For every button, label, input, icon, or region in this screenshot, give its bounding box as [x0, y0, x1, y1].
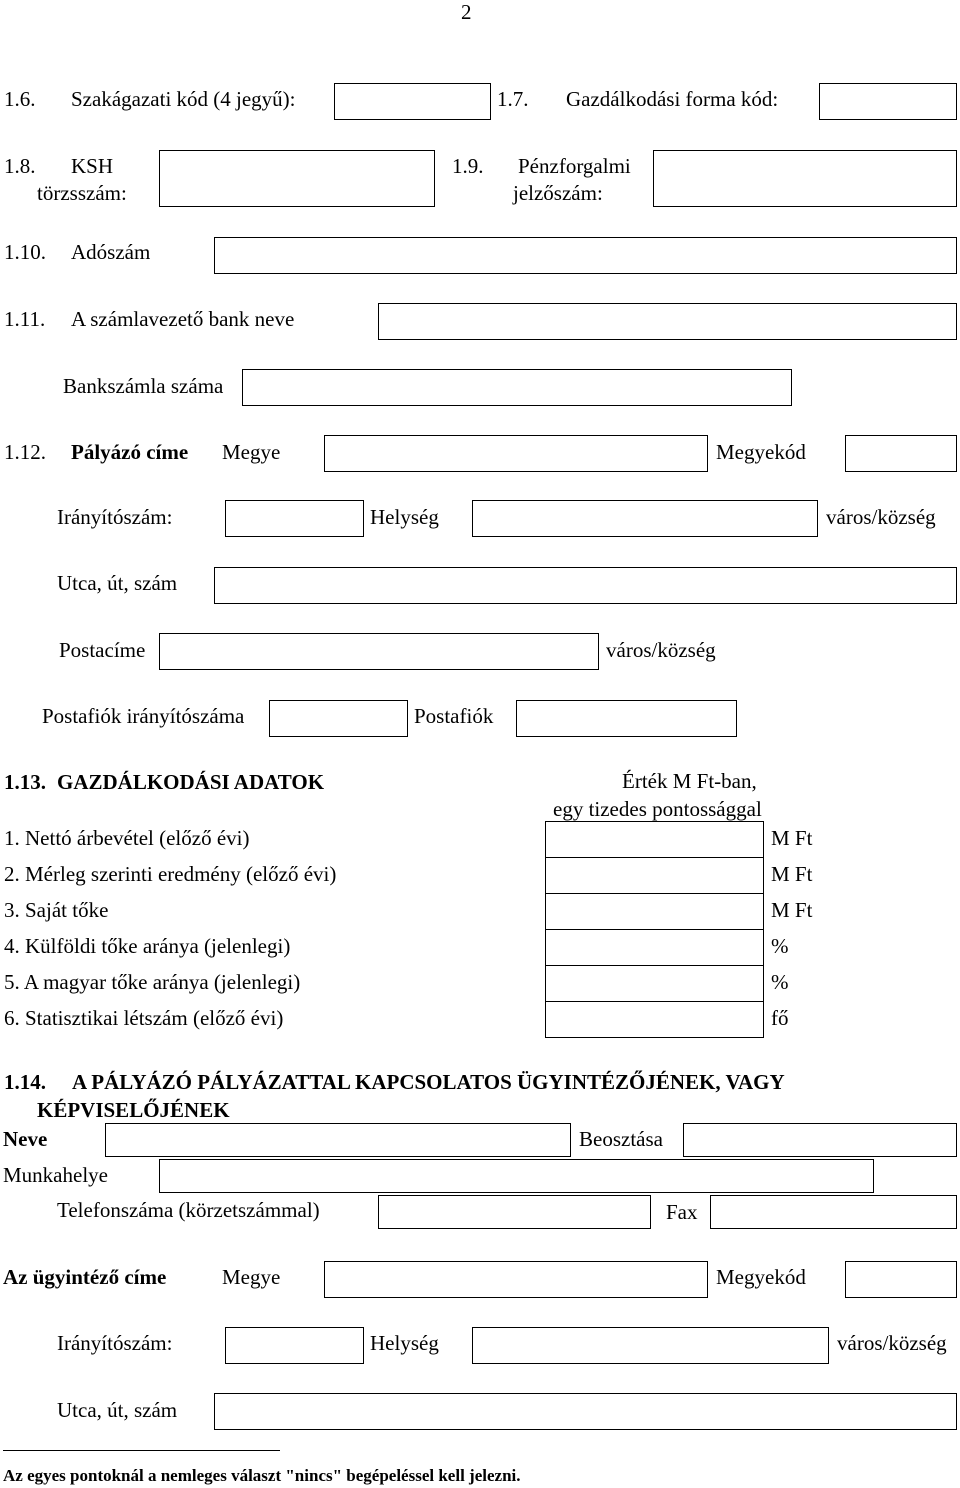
ksh-label-line2: törzsszám: — [37, 181, 127, 205]
business-row-unit: M Ft — [771, 826, 813, 850]
postal-address-label: Postacíme — [59, 638, 146, 662]
business-row-unit: M Ft — [771, 898, 813, 922]
street-field[interactable] — [214, 567, 957, 604]
business-row-label: 4. Külföldi tőke aránya (jelenlegi) — [4, 934, 291, 958]
hungarian-capital-ratio-field[interactable] — [545, 965, 764, 1002]
po-box-label: Postafiók — [414, 704, 494, 728]
contact-fax-label: Fax — [666, 1200, 698, 1224]
street-label: Utca, út, szám — [57, 571, 178, 595]
zip-label: Irányítószám: — [57, 505, 173, 529]
contact-position-label: Beosztása — [579, 1127, 663, 1151]
headcount-field[interactable] — [545, 1001, 764, 1038]
section-number-1-6: 1.6. — [4, 87, 36, 111]
contact-position-field[interactable] — [683, 1123, 957, 1157]
postal-town-label: város/község — [606, 638, 716, 662]
business-form-code-field[interactable] — [819, 83, 957, 120]
contact-name-field[interactable] — [105, 1123, 571, 1157]
contact-locality-field[interactable] — [472, 1327, 829, 1364]
payment-code-label-line2: jelzőszám: — [513, 181, 603, 205]
balance-result-field[interactable] — [545, 857, 764, 894]
section-number-1-11: 1.11. — [4, 307, 46, 331]
contact-phone-label: Telefonszáma (körzetszámmal) — [57, 1198, 320, 1222]
contact-title-line2: KÉPVISELŐJÉNEK — [37, 1098, 230, 1122]
locality-label: Helység — [370, 505, 439, 529]
page-number: 2 — [461, 0, 472, 24]
contact-county-label: Megye — [222, 1265, 281, 1289]
section-number-1-8: 1.8. — [4, 154, 36, 178]
contact-fax-field[interactable] — [710, 1195, 957, 1229]
bank-account-label: Bankszámla száma — [63, 374, 224, 398]
locality-field[interactable] — [472, 500, 818, 537]
po-box-zip-field[interactable] — [269, 700, 408, 737]
po-box-field[interactable] — [516, 700, 737, 737]
bank-account-field[interactable] — [242, 369, 792, 406]
footnote-divider — [3, 1450, 280, 1451]
contact-town-label: város/község — [837, 1331, 947, 1355]
business-row-unit: M Ft — [771, 862, 813, 886]
bank-name-label: A számlavezető bank neve — [71, 307, 295, 331]
payment-code-label-line1: Pénzforgalmi — [518, 154, 631, 178]
contact-phone-field[interactable] — [378, 1195, 651, 1229]
business-row-unit: fő — [771, 1006, 789, 1030]
contact-county-field[interactable] — [324, 1261, 708, 1298]
section-number-1-10: 1.10. — [4, 240, 46, 264]
zip-field[interactable] — [225, 500, 364, 537]
county-field[interactable] — [324, 435, 708, 472]
ksh-registry-number-field[interactable] — [159, 150, 435, 207]
contact-street-label: Utca, út, szám — [57, 1398, 178, 1422]
contact-street-field[interactable] — [214, 1393, 957, 1430]
section-number-1-13: 1.13. — [4, 770, 46, 794]
contact-locality-label: Helység — [370, 1331, 439, 1355]
business-row-label: 3. Saját tőke — [4, 898, 109, 922]
county-code-label: Megyekód — [716, 440, 806, 464]
contact-zip-label: Irányítószám: — [57, 1331, 173, 1355]
section-number-1-7: 1.7. — [497, 87, 529, 111]
value-note-line1: Érték M Ft-ban, — [622, 769, 757, 793]
po-box-zip-label: Postafiók irányítószáma — [42, 704, 245, 728]
equity-field[interactable] — [545, 893, 764, 930]
business-row-label: 2. Mérleg szerinti eredmény (előző évi) — [4, 862, 337, 886]
business-row-label: 6. Statisztikai létszám (előző évi) — [4, 1006, 284, 1030]
contact-county-code-label: Megyekód — [716, 1265, 806, 1289]
contact-address-title: Az ügyintéző címe — [3, 1265, 167, 1289]
section-number-1-12: 1.12. — [4, 440, 46, 464]
contact-county-code-field[interactable] — [845, 1261, 957, 1298]
ksh-label-line1: KSH — [71, 154, 114, 178]
business-form-code-label: Gazdálkodási forma kód: — [566, 87, 779, 111]
business-row-label: 5. A magyar tőke aránya (jelenlegi) — [4, 970, 301, 994]
bank-name-field[interactable] — [378, 303, 957, 340]
tax-number-label: Adószám — [71, 240, 151, 264]
county-code-field[interactable] — [845, 435, 957, 472]
payment-code-field[interactable] — [653, 150, 957, 207]
section-number-1-9: 1.9. — [452, 154, 484, 178]
contact-title-line1: A PÁLYÁZÓ PÁLYÁZATTAL KAPCSOLATOS ÜGYINTÉZŐJÉNEK, VAGY — [72, 1070, 785, 1094]
contact-name-label: Neve — [3, 1127, 48, 1151]
business-row-label: 1. Nettó árbevétel (előző évi) — [4, 826, 250, 850]
contact-workplace-label: Munkahelye — [3, 1163, 108, 1187]
postal-address-field[interactable] — [159, 633, 599, 670]
business-row-unit: % — [771, 934, 789, 958]
business-row-unit: % — [771, 970, 789, 994]
contact-zip-field[interactable] — [225, 1327, 364, 1364]
county-label: Megye — [222, 440, 281, 464]
industry-code-label: Szakágazati kód (4 jegyű): — [71, 87, 296, 111]
town-label: város/község — [826, 505, 936, 529]
contact-workplace-field[interactable] — [159, 1159, 874, 1193]
tax-number-field[interactable] — [214, 237, 957, 274]
value-note-line2: egy tizedes pontossággal — [553, 797, 762, 821]
industry-code-field[interactable] — [334, 83, 491, 120]
business-data-title: GAZDÁLKODÁSI ADATOK — [57, 770, 325, 794]
section-number-1-14: 1.14. — [4, 1070, 46, 1094]
footnote-text: Az egyes pontoknál a nemleges választ "nincs" begépeléssel kell jelezni. — [3, 1466, 521, 1485]
foreign-capital-ratio-field[interactable] — [545, 929, 764, 966]
applicant-address-title: Pályázó címe — [71, 440, 189, 464]
net-revenue-field[interactable] — [545, 821, 764, 858]
